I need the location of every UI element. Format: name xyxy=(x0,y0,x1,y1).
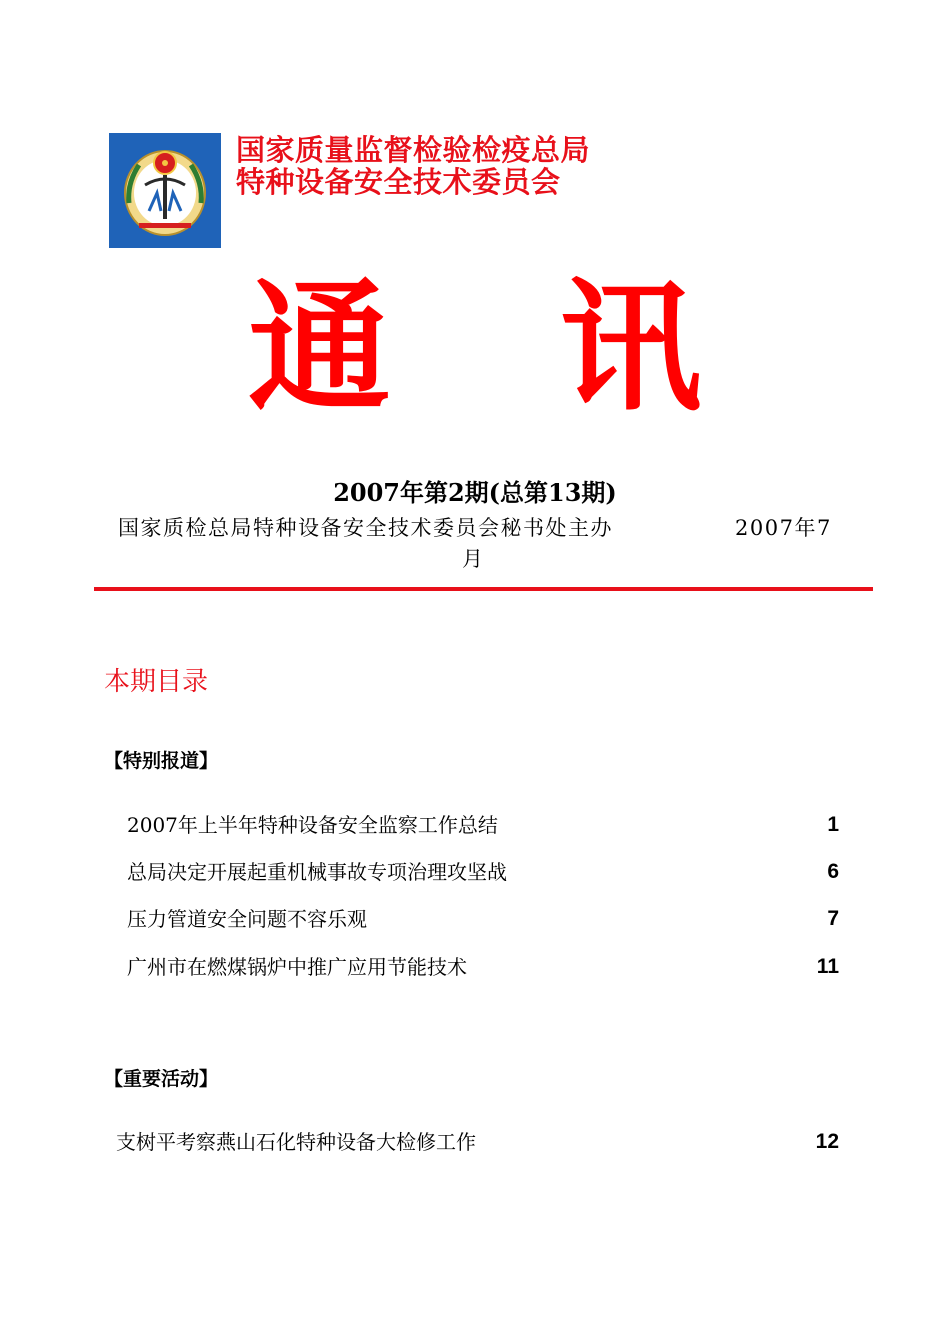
toc-entry-page: 7 xyxy=(827,907,839,930)
issue-date: 2007年7 xyxy=(735,516,832,540)
toc-entry-title: 广州市在燃煤锅炉中推广应用节能技术 xyxy=(127,955,467,979)
issue-number: 2007年第2期(总第13期) xyxy=(333,478,617,507)
toc-entry-title: 2007年上半年特种设备安全监察工作总结 xyxy=(127,813,498,837)
organization-name-line1: 国家质量监督检验检疫总局 xyxy=(236,133,591,167)
masthead-title: 通 讯 xyxy=(248,265,762,431)
section-heading-important-activities: 【重要活动】 xyxy=(104,1068,219,1090)
toc-entry-title: 支树平考察燕山石化特种设备大检修工作 xyxy=(116,1130,476,1154)
toc-entry-page: 6 xyxy=(827,860,839,883)
organization-name-line2: 特种设备安全技术委员会 xyxy=(236,165,561,199)
toc-entry[interactable] xyxy=(0,810,950,840)
issue-date-continued: 月 xyxy=(462,547,483,571)
toc-entry[interactable] xyxy=(0,857,950,887)
toc-entry-title: 压力管道安全问题不容乐观 xyxy=(127,907,367,931)
toc-entry[interactable] xyxy=(0,1127,950,1157)
red-divider xyxy=(94,587,873,591)
toc-title: 本期目录 xyxy=(104,667,209,697)
toc-entry-page: 12 xyxy=(815,1130,839,1153)
toc-entry[interactable] xyxy=(0,952,950,982)
sponsor-line: 国家质检总局特种设备安全技术委员会秘书处主办 xyxy=(118,516,613,540)
section-heading-special-report: 【特别报道】 xyxy=(104,750,219,772)
toc-entry-title: 总局决定开展起重机械事故专项治理攻坚战 xyxy=(127,860,507,884)
toc-entry-page: 1 xyxy=(827,813,839,836)
toc-entry-page: 11 xyxy=(816,955,839,978)
toc-entry[interactable] xyxy=(0,904,950,934)
emblem-logo-icon xyxy=(109,133,221,248)
